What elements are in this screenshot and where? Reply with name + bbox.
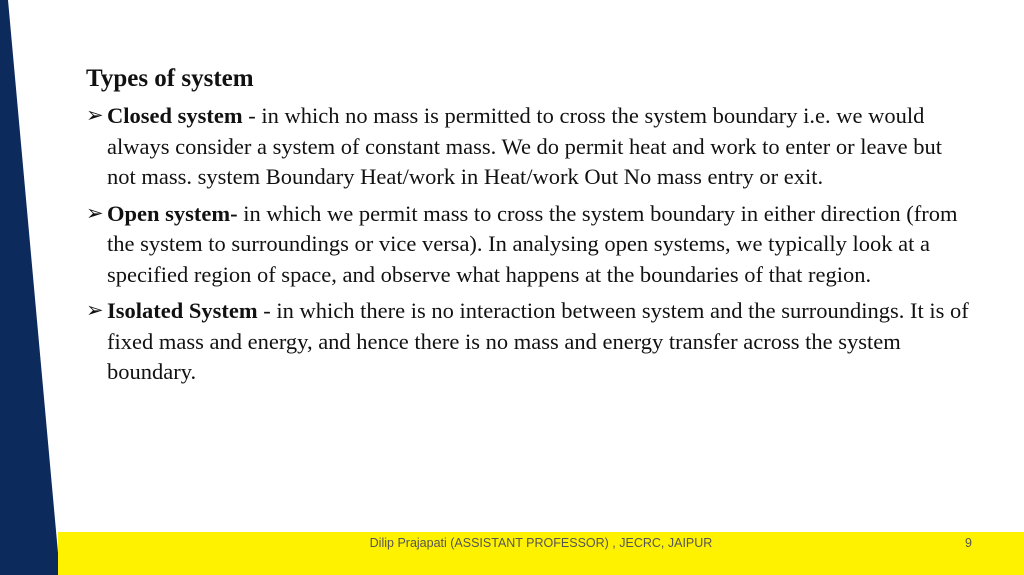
arrow-bullet-icon: ➢	[86, 103, 104, 127]
arrow-bullet-icon: ➢	[86, 200, 104, 225]
bullet-term: Closed system	[107, 103, 243, 128]
bullet-text: in which we permit mass to cross the system boundary in either direction (from the system to surroundings or vice versa). In analysing open systems, we typically look at a specified region of space, and observe what happens at the boundaries of that region.	[107, 200, 958, 287]
slide-content	[86, 62, 976, 394]
page-number: 9	[965, 536, 972, 550]
bullet-term: Open system-	[107, 200, 238, 226]
footer-text: Dilip Prajapati (ASSISTANT PROFESSOR) , JECRC, JAIPUR	[369, 536, 713, 550]
footer-bar	[58, 532, 1024, 575]
arrow-bullet-icon: ➢	[86, 298, 104, 322]
bullet-open-system	[86, 199, 976, 291]
bullet-closed-system	[86, 101, 976, 193]
slide-heading: Types of system	[86, 65, 254, 92]
bullet-text: - in which no mass is permitted to cross the system boundary i.e. we would always consider a system of constant mass. We do permit heat and work to enter or leave but not mass. system Boundary Heat/work in Heat/work Out No mass entry or exit.	[107, 103, 943, 189]
bullet-term: Isolated System	[107, 298, 258, 323]
bullet-text: - in which there is no interaction between system and the surroundings. It is of fixed mass and energy, and hence there is no mass and energy transfer across the system boundary.	[107, 298, 969, 384]
bullet-isolated-system	[86, 296, 976, 388]
